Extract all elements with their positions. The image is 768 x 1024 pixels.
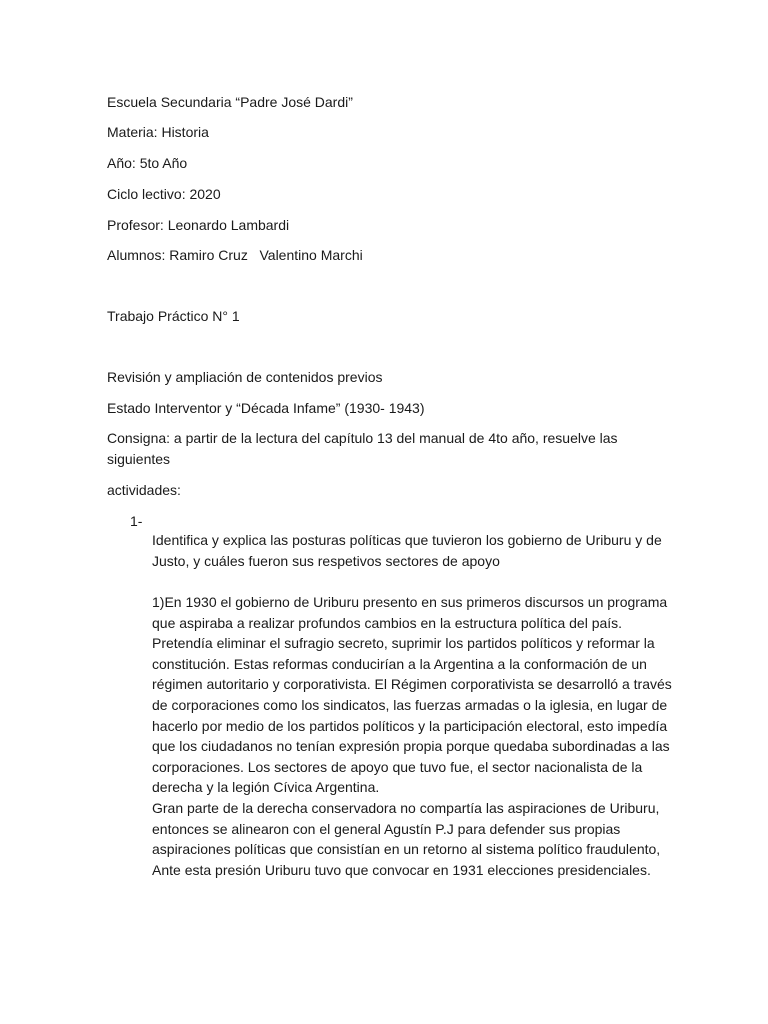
activity-answer [152, 592, 672, 880]
activities-label: actividades: [107, 482, 181, 498]
answer-paragraph-1: 1)En 1930 el gobierno de Uriburu presento en sus primeros discursos un programa que aspiraba a realizar profundos cambios en la estructura política del país. Pretendía eliminar el sufragio secreto, suprimir los partidos políticos y reformar la constitución. Estas reformas conducirían a la Argentina a la conformación de un régimen autoritario y corporativista. El Régimen corporativista se desarrolló a través de corporaciones como los sindicatos, las fuerzas armadas o la iglesia, en lugar de hacerlo por medio de los partidos políticos y la participación electoral, esto impedía que los ciudadanos no tenían expresión propia porque quedaba subordinadas a las corporaciones. Los sectores de apoyo que tuvo fue, el sector nacionalista de la derecha y la legión Cívica Argentina. [152, 594, 672, 796]
document-title: Trabajo Práctico N° 1 [107, 308, 240, 324]
activity-question: Identifica y explica las posturas políticas que tuvieron los gobierno de Uriburu y de Justo, y cuáles fueron sus respetivos sectores de apoyo [152, 532, 662, 569]
review-line: Revisión y ampliación de contenidos previos [107, 369, 383, 385]
school-name: Escuela Secundaria “Padre José Dardi” [107, 94, 353, 110]
activity-number: 1- [130, 513, 143, 529]
students-line: Alumnos: Ramiro Cruz Valentino Marchi [107, 247, 363, 263]
answer-paragraph-2: Gran parte de la derecha conservadora no compartía las aspiraciones de Uriburu, entonces se alinearon con el general Agustín P.J para defender sus propias aspiraciones políticas que consistían en un retorno al sistema político fraudulento, Ante esta presión Uriburu tuvo que convocar en 1931 elecciones presidenciales. [152, 799, 661, 878]
year-line: Año: 5to Año [107, 155, 188, 171]
teacher-line: Profesor: Leonardo Lambardi [107, 217, 290, 233]
instruction-text: Consigna: a partir de la lectura del capítulo 13 del manual de 4to año, resuelve las siguientes [107, 430, 618, 467]
subject-line: Materia: Historia [107, 124, 209, 140]
cycle-line: Ciclo lectivo: 2020 [107, 186, 221, 202]
topic-line: Estado Interventor y “Década Infame” (1930- 1943) [107, 400, 425, 416]
